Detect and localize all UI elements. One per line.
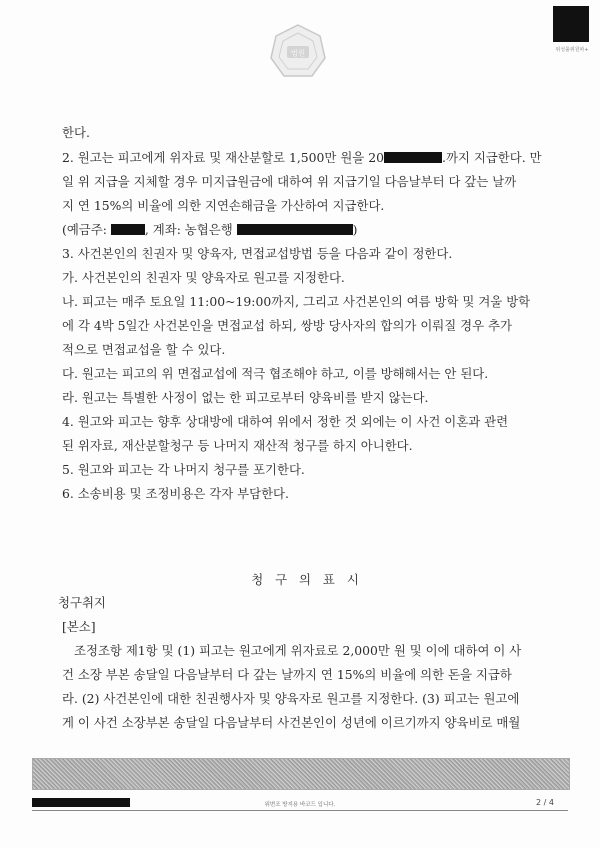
stamp-text: 위성룰위원파+ bbox=[555, 47, 589, 53]
text-line: 건 소장 부본 송달일 다음날부터 다 갚는 날까지 연 15%의 비율에 의한 돈을 지급하 bbox=[62, 667, 512, 682]
redaction-block bbox=[111, 224, 145, 235]
redaction-block bbox=[384, 152, 442, 163]
text-line: 가. 사건본인의 친권자 및 양육자로 원고를 지정한다. bbox=[62, 270, 345, 285]
text-line: 한다. bbox=[62, 125, 90, 140]
text-segment: .까지 지급한다. 만 bbox=[442, 150, 542, 165]
text-line: 3. 사건본인의 친권자 및 양육자, 면접교섭방법 등을 다음과 같이 정한다. bbox=[62, 246, 453, 261]
text-line bbox=[62, 221, 357, 239]
redaction-block bbox=[237, 224, 353, 235]
section-subtitle: 청구취지 bbox=[58, 595, 106, 610]
section-title: 청 구 의 표 시 bbox=[251, 572, 363, 587]
text-line bbox=[62, 149, 542, 167]
text-line: 다. 원고는 피고의 위 면접교섭에 적극 협조해야 하고, 이를 방해해서는 안 된다. bbox=[62, 366, 489, 381]
text-line: 된 위자료, 재산분할청구 등 나머지 재산적 청구를 하지 아니한다. bbox=[62, 438, 413, 453]
text-line: 에 각 4박 5일간 사건본인을 면접교섭 하되, 쌍방 당사자의 합의가 이뤄질 경우 추가 bbox=[62, 318, 512, 333]
page-number: 2 / 4 bbox=[536, 798, 554, 807]
seal-text: 법원 bbox=[290, 48, 306, 58]
text-segment: 2. 원고는 피고에게 위자료 및 재산분할로 1,500만 원을 20 bbox=[62, 150, 384, 165]
text-segment: (예금주: bbox=[62, 222, 107, 237]
text-line: 라. (2) 사건본인에 대한 친권행사자 및 양육자로 원고를 지정한다. (3) 피고는 원고에 bbox=[62, 691, 520, 706]
text-line: 조정조항 제1항 및 (1) 피고는 원고에게 위자료로 2,000만 원 및 이에 대하여 이 사 bbox=[74, 643, 522, 658]
text-segment: , 계좌: 농협은행 bbox=[144, 222, 233, 237]
text-line: 4. 원고와 피고는 향후 상대방에 대하여 위에서 정한 것 외에는 이 사건 이혼과 관련 bbox=[62, 414, 509, 429]
text-line: 나. 피고는 매주 토요일 11:00~19:00까지, 그리고 사건본인의 여름 방학 및 겨울 방학 bbox=[62, 294, 531, 309]
text-line: 일 위 지급을 지체할 경우 미지급원금에 대하여 위 지급기일 다음날부터 다 갚는 날까 bbox=[62, 174, 517, 189]
text-line: 적으로 면접교섭을 할 수 있다. bbox=[62, 342, 226, 357]
text-line: 6. 소송비용 및 조정비용은 각자 부담한다. bbox=[62, 486, 289, 501]
text-segment: ) bbox=[352, 222, 358, 237]
text-line: 지 연 15%의 비율에 의한 지연손해금을 가산하여 지급한다. bbox=[62, 198, 385, 213]
footer-divider bbox=[32, 810, 568, 811]
court-seal-icon bbox=[268, 22, 328, 82]
text-line: 라. 원고는 특별한 사정이 없는 한 피고로부터 양육비를 받지 않는다. bbox=[62, 390, 429, 405]
redacted-box bbox=[553, 6, 589, 42]
text-line: 5. 원고와 피고는 각 나머지 청구를 포기한다. bbox=[62, 462, 305, 477]
section-label: [본소] bbox=[62, 619, 96, 634]
footer-note: 위변조 방지용 바코드 입니다. bbox=[264, 802, 336, 808]
anti-forgery-barcode bbox=[32, 758, 570, 790]
text-line: 게 이 사건 소장부본 송달일 다음날부터 사건본인이 성년에 이르기까지 양육비로 매월 bbox=[62, 715, 521, 730]
